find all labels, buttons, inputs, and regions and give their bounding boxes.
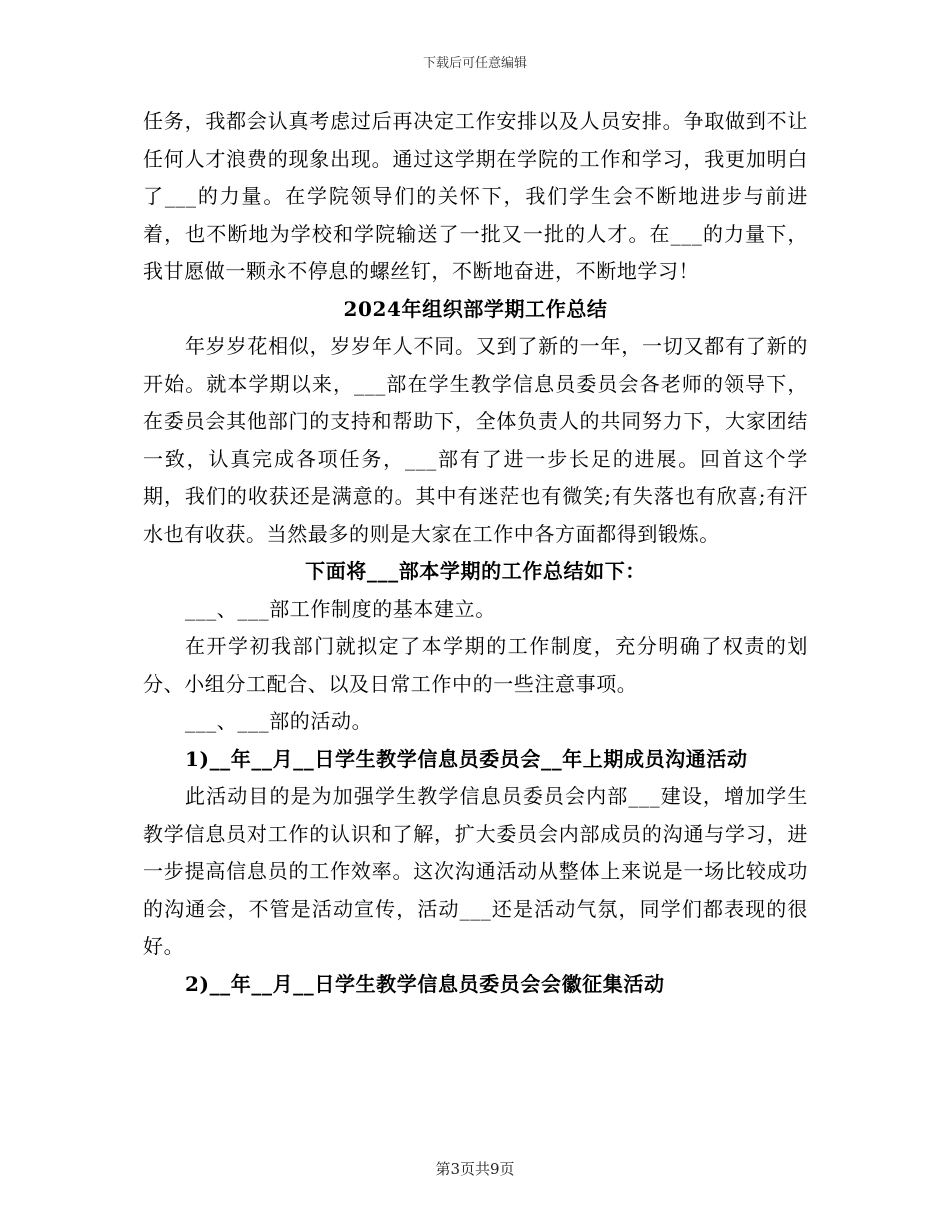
activity-heading-2: 2)__年__月__日学生教学信息员委员会会徽征集活动 bbox=[185, 971, 665, 996]
document-body bbox=[143, 103, 808, 1003]
paragraph-intro: 年岁岁花相似，岁岁年人不同。又到了新的一年，一切又都有了新的开始。就本学期以来，___部在学生教学信息员委员会各老师的领导下，在委员会其他部门的支持和帮助下，全体负责人的共同努力下，大家团结一致，认真完成各项任务，___部有了进一步长足的进展。回首这个学期，我们的收获还是满意的。其中有迷茫也有微笑;有失落也有欣喜;有汗水也有收获。当然最多的则是大家在工作中各方面都得到锻炼。 bbox=[143, 334, 808, 546]
paragraph-continuation: 任务，我都会认真考虑过后再决定工作安排以及人员安排。争取做到不让任何人才浪费的现象出现。通过这学期在学院的工作和学习，我更加明白了___的力量。在学院领导们的关怀下，我们学生会不断地进步与前进着，也不断地为学校和学院输送了一批又一批的人才。在___的力量下，我甘愿做一颗永不停息的螺丝钉，不断地奋进，不断地学习！ bbox=[143, 109, 808, 283]
summary-heading: 下面将___部本学期的工作总结如下： bbox=[305, 559, 646, 583]
item-heading-1: ___、___部工作制度的基本建立。 bbox=[185, 596, 496, 621]
section-title: 2024年组织部学期工作总结 bbox=[343, 296, 608, 321]
activity-heading-1: 1)__年__月__日学生教学信息员委员会__年上期成员沟通活动 bbox=[185, 746, 748, 771]
page-footer: 第3页共9页 bbox=[435, 1160, 515, 1178]
paragraph-activity-1: 此活动目的是为加强学生教学信息员委员会内部___建设，增加学生教学信息员对工作的认识和了解，扩大委员会内部成员的沟通与学习，进一步提高信息员的工作效率。这次沟通活动从整体上来说是一场比较成功的沟通会，不管是活动宣传，活动___还是活动气氛，同学们都表现的很好。 bbox=[143, 784, 808, 958]
item-heading-2: ___、___部的活动。 bbox=[185, 709, 373, 733]
paragraph-work-system: 在开学初我部门就拟定了本学期的工作制度，充分明确了权责的划分、小组分工配合、以及日常工作中的一些注意事项。 bbox=[143, 634, 808, 696]
page-header: 下载后可任意编辑 bbox=[422, 56, 527, 71]
